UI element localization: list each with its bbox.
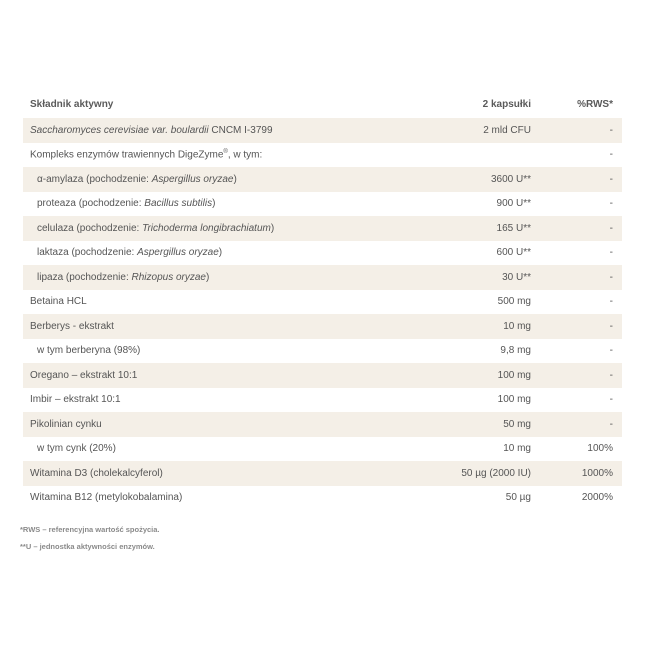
ingredient-name: celulaza (pochodzenie: Trichoderma longibrachiatum) <box>23 216 377 241</box>
dose-value: 50 µg <box>505 492 531 504</box>
rws-value: - <box>559 314 622 339</box>
ingredient-name: proteaza (pochodzenie: Bacillus subtilis) <box>37 198 216 210</box>
ingredient-name: Berberys - ekstrakt <box>23 314 377 339</box>
table-row <box>23 241 622 266</box>
table-row <box>23 314 622 339</box>
ingredient-name: w tym berberyna (98%) <box>37 345 141 357</box>
dose-value: 10 mg <box>503 443 531 455</box>
rws-value: - <box>609 149 613 161</box>
ingredient-name: Oregano – ekstrakt 10:1 <box>23 363 377 388</box>
dose-value: 900 U** <box>496 198 531 210</box>
rws-value: - <box>559 363 622 388</box>
table-row <box>23 167 622 192</box>
table-row <box>23 437 622 462</box>
dose-value: 165 U** <box>377 216 559 241</box>
ingredient-latin-name: Saccharomyces cerevisiae var. boulardii <box>30 124 209 136</box>
dose-value: 10 mg <box>377 314 559 339</box>
footnote-units: **U – jednostka aktywności enzymów. <box>20 542 155 551</box>
rws-value: - <box>609 198 613 210</box>
ingredients-table <box>23 90 622 510</box>
table-row <box>23 143 622 168</box>
dose-value: 100 mg <box>377 363 559 388</box>
rws-value: - <box>609 247 613 259</box>
dose-value: 50 µg (2000 IU) <box>377 461 559 486</box>
table-row <box>23 118 622 143</box>
rws-value: - <box>559 118 622 143</box>
registered-mark: ® <box>223 149 228 156</box>
table-header-row <box>23 90 622 118</box>
rws-value: - <box>559 412 622 437</box>
rws-value: 2000% <box>581 492 613 504</box>
dose-value: 3600 U** <box>377 167 559 192</box>
header-ingredient: Składnik aktywny <box>30 98 114 110</box>
ingredient-name: w tym cynk (20%) <box>37 443 116 455</box>
dose-value: 600 U** <box>496 247 531 259</box>
ingredient-name: Betaina HCL <box>30 296 87 308</box>
ingredient-name: Pikolinian cynku <box>23 412 377 437</box>
table-row <box>23 339 622 364</box>
ingredient-latin-name: Trichoderma longibrachiatum <box>142 222 271 234</box>
table-row <box>23 412 622 437</box>
rws-value: - <box>609 296 613 308</box>
ingredient-latin-name: Aspergillus oryzae <box>137 247 219 259</box>
ingredient-latin-name: Rhizopus oryzae <box>131 271 206 283</box>
table-row <box>23 265 622 290</box>
table-row <box>23 363 622 388</box>
ingredient-name: Witamina B12 (metylokobalamina) <box>30 492 183 504</box>
footnote-rws: *RWS – referencyjna wartość spożycia. <box>20 525 160 534</box>
header-dose: 2 kapsułki <box>482 98 531 110</box>
ingredients-table-wrapper <box>23 90 622 510</box>
ingredient-name: Kompleks enzymów trawiennych DigeZyme®, w tym: <box>30 149 263 161</box>
ingredient-name: α-amylaza (pochodzenie: Aspergillus oryzae) <box>23 167 377 192</box>
rws-value: - <box>609 394 613 406</box>
dose-value: 2 mld CFU <box>377 118 559 143</box>
header-rws: %RWS* <box>577 98 613 110</box>
dose-value <box>377 143 559 168</box>
table-row <box>23 461 622 486</box>
ingredient-name: Saccharomyces cerevisiae var. boulardii CNCM I-3799 <box>23 118 377 143</box>
table-row <box>23 290 622 315</box>
ingredient-name: Imbir – ekstrakt 10:1 <box>30 394 121 406</box>
rws-value: - <box>609 345 613 357</box>
table-row <box>23 486 622 511</box>
dose-value: 9,8 mg <box>500 345 531 357</box>
ingredient-name: Witamina D3 (cholekalcyferol) <box>23 461 377 486</box>
rws-value: - <box>559 216 622 241</box>
rws-value: 100% <box>587 443 613 455</box>
table-row <box>23 388 622 413</box>
ingredient-name: lipaza (pochodzenie: Rhizopus oryzae) <box>23 265 377 290</box>
dose-value: 30 U** <box>377 265 559 290</box>
rws-value: - <box>559 265 622 290</box>
table-row <box>23 216 622 241</box>
ingredient-latin-name: Aspergillus oryzae <box>151 173 234 185</box>
dose-value: 500 mg <box>497 296 531 308</box>
rws-value: 1000% <box>559 461 622 486</box>
ingredient-name: laktaza (pochodzenie: Aspergillus oryzae) <box>37 247 223 259</box>
rws-value: - <box>559 167 622 192</box>
table-body <box>23 118 622 510</box>
table-row <box>23 192 622 217</box>
dose-value: 100 mg <box>497 394 531 406</box>
ingredient-latin-name: Bacillus subtilis <box>144 198 213 210</box>
dose-value: 50 mg <box>377 412 559 437</box>
